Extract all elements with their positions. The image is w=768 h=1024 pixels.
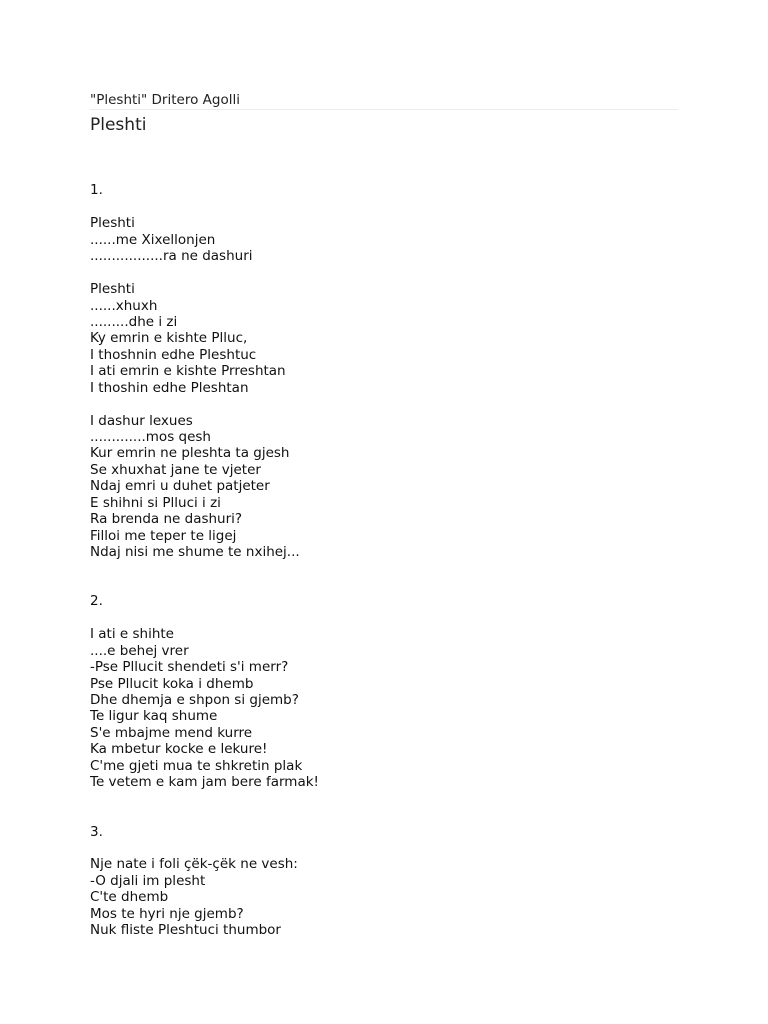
poem-line: S'e mbajme mend kurre: [90, 724, 253, 741]
poem-line: Te ligur kaq shume: [90, 708, 218, 725]
poem-line: ......xhuxh: [90, 297, 158, 314]
blank-line: [90, 577, 319, 593]
poem-line: 2.: [90, 593, 103, 610]
blank-line: [90, 199, 319, 215]
poem-line: Ndaj emri u duhet patjeter: [90, 478, 270, 495]
poem-line: Te vetem e kam jam bere farmak!: [90, 774, 319, 791]
blank-line: [90, 561, 319, 577]
poem-line: C'me gjeti mua te shkretin plak: [90, 757, 303, 774]
poem-line: E shihni si Plluci i zi: [90, 494, 221, 511]
blank-line: [90, 807, 319, 823]
poem-line: Nje nate i foli çëk-çëk ne vesh:: [90, 856, 298, 873]
poem-line: 3.: [90, 823, 103, 840]
poem-line: Dhe dhemja e shpon si gjemb?: [90, 692, 299, 708]
blank-line: [90, 396, 319, 412]
poem-line: Ka mbetur kocke e lekure!: [90, 741, 268, 758]
poem-line: I dashur lexues: [90, 412, 193, 429]
document-byline: "Pleshti" Dritero Agolli: [90, 91, 678, 110]
blank-line: [90, 166, 319, 182]
poem-line: ......me Xixellonjen: [90, 231, 216, 248]
blank-line: [90, 791, 319, 807]
poem-line: -O djali im plesht: [90, 872, 206, 889]
poem-line: Kur emrin ne pleshta ta gjesh: [90, 445, 290, 462]
poem-line: ....e behej vrer: [90, 642, 189, 659]
poem-line: .........dhe i zi: [90, 313, 178, 330]
blank-line: [90, 265, 319, 281]
poem-line: I ati emrin e kishte Prreshtan: [90, 363, 286, 380]
poem-line: Ky emrin e kishte Plluc,: [90, 330, 248, 347]
poem-line: I thoshin edhe Pleshtan: [90, 379, 249, 396]
poem-line: .............mos qesh: [90, 429, 211, 445]
poem-line: I ati e shihte: [90, 626, 174, 643]
poem-line: Pleshti: [90, 215, 135, 232]
poem-line: Filloi me teper te ligej: [90, 527, 237, 544]
poem-line: -Pse Pllucit shendeti s'i merr?: [90, 659, 289, 676]
poem-line: C'te dhemb: [90, 889, 169, 906]
document-title: Pleshti: [90, 115, 147, 135]
poem-body: [90, 166, 319, 939]
poem-line: Se xhuxhat jane te vjeter: [90, 461, 261, 478]
poem-line: Ndaj nisi me shume te nxihej...: [90, 544, 300, 561]
poem-line: 1.: [90, 182, 103, 199]
poem-line: I thoshnin edhe Pleshtuc: [90, 346, 257, 363]
poem-line: Pse Pllucit koka i dhemb: [90, 675, 254, 692]
poem-line: Ra brenda ne dashuri?: [90, 511, 243, 528]
blank-line: [90, 610, 319, 626]
poem-line: Nuk fliste Pleshtuci thumbor: [90, 922, 281, 939]
blank-line: [90, 840, 319, 856]
poem-line: Pleshti: [90, 281, 135, 298]
poem-line: Mos te hyri nje gjemb?: [90, 905, 244, 922]
poem-line: .................ra ne dashuri: [90, 248, 253, 265]
